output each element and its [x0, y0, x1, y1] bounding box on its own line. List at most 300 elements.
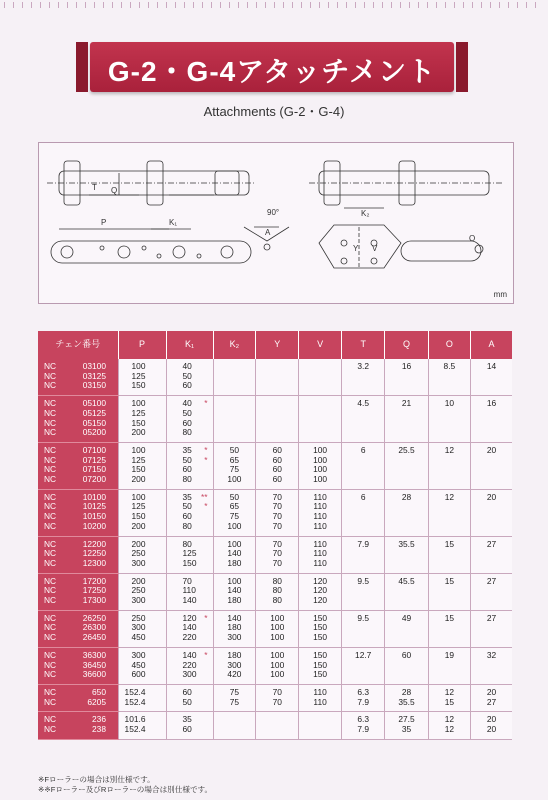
chain-prefix: NC: [44, 370, 57, 381]
chain-prefix: NC: [44, 454, 57, 465]
chain-number: 07200: [82, 474, 106, 485]
k2-cell: [213, 684, 256, 711]
spec-mark: *: [204, 612, 208, 623]
scale-tick: [157, 2, 158, 8]
chain-number: 236: [92, 714, 106, 725]
t-cell: [342, 396, 385, 443]
q-cell: [385, 442, 428, 489]
v-cell-value: 150: [313, 622, 328, 633]
chain-prefix: NC: [44, 474, 57, 485]
a-cell-value: 20: [486, 724, 497, 735]
table-row: [38, 610, 512, 647]
chain-prefix: NC: [44, 669, 57, 680]
t-cell-value: 7.9: [357, 538, 370, 549]
scale-tick: [337, 2, 338, 8]
k2-cell: [213, 610, 256, 647]
q-cell-value: 21: [401, 398, 412, 409]
a-cell: [471, 442, 512, 489]
scale-tick: [319, 2, 320, 8]
k2-cell-value: 140: [227, 612, 242, 623]
a-cell-value: 20: [486, 686, 497, 697]
k1-value: 35: [182, 444, 192, 455]
scale-tick: [427, 2, 428, 8]
o-cell-value: 15: [444, 696, 455, 707]
k1-value: 110: [182, 585, 196, 596]
chain-number-cell: [38, 647, 118, 684]
chain-prefix: NC: [44, 548, 57, 559]
chain-number: 07125: [82, 454, 106, 465]
table-row: [38, 573, 512, 610]
scale-tick: [103, 2, 104, 8]
chain-prefix: NC: [44, 585, 57, 596]
p-cell-value: 450: [131, 659, 146, 670]
t-cell: [342, 712, 385, 739]
k1-value: 150: [182, 557, 197, 568]
v-cell-value: 110: [313, 511, 327, 522]
q-cell: [385, 359, 428, 396]
scale-tick: [121, 2, 122, 8]
chain-prefix: NC: [44, 575, 57, 586]
o-cell: [428, 489, 470, 536]
p-cell-value: 152.4: [124, 696, 146, 707]
a-cell: [471, 647, 512, 684]
k1-value: 120: [182, 612, 197, 623]
chain-number: 26250: [82, 612, 106, 623]
scale-tick: [508, 2, 509, 8]
y-cell: [256, 610, 299, 647]
chain-number-cell: [38, 359, 118, 396]
o-cell: [428, 684, 470, 711]
chain-prefix: NC: [44, 612, 57, 623]
k1-value: 220: [182, 632, 197, 643]
y-cell-value: 70: [272, 557, 282, 568]
chain-number-cell: [38, 684, 118, 711]
y-cell-value: 70: [272, 548, 282, 559]
y-cell-value: 100: [270, 649, 285, 660]
k1-cell: [166, 610, 213, 647]
chain-number: 36600: [82, 669, 106, 680]
chain-number: 05200: [82, 427, 106, 438]
table-row: [38, 396, 512, 443]
scale-tick: [472, 2, 473, 8]
t-cell: [342, 684, 385, 711]
v-cell: [299, 359, 342, 396]
table-row: [38, 684, 512, 711]
chain-number: 03100: [82, 361, 106, 371]
col-t: T: [342, 331, 385, 359]
scale-tick: [256, 2, 257, 8]
o-cell: [428, 647, 470, 684]
t-cell-value: 9.5: [357, 575, 370, 586]
k1-value: 300: [182, 669, 197, 680]
q-cell: [385, 684, 428, 711]
label-a: A: [265, 228, 271, 237]
label-p: P: [101, 218, 107, 227]
k2-cell-value: 180: [227, 557, 242, 568]
chain-number: 07150: [82, 464, 106, 475]
q-cell-value: 27.5: [398, 714, 415, 725]
chain-number: 36300: [82, 649, 106, 660]
v-cell-value: 120: [313, 585, 328, 596]
top-scale-rule: [0, 0, 548, 8]
a-cell: [471, 573, 512, 610]
chain-prefix: NC: [44, 649, 57, 660]
scale-tick: [76, 2, 77, 8]
a-cell-value: 20: [486, 444, 497, 455]
y-cell-value: 60: [272, 474, 282, 485]
k1-value: 70: [182, 575, 192, 586]
k1-cell: [166, 536, 213, 573]
a-cell: [471, 712, 512, 739]
p-cell: [118, 610, 166, 647]
y-cell-value: 80: [272, 585, 282, 596]
chain-prefix: NC: [44, 464, 57, 475]
t-cell: [342, 442, 385, 489]
p-cell-value: 125: [131, 370, 146, 381]
k2-cell-value: 300: [227, 659, 242, 670]
label-angle: 90°: [267, 208, 280, 217]
a-cell-value: 20: [486, 714, 497, 725]
scale-tick: [499, 2, 500, 8]
chain-number: 03125: [82, 370, 106, 381]
title-banner: [90, 42, 454, 92]
label-k2: K₂: [361, 209, 370, 218]
scale-tick: [292, 2, 293, 8]
y-cell: [256, 712, 299, 739]
k2-cell-value: 100: [227, 520, 242, 531]
attachment-diagram: [38, 142, 514, 304]
v-cell: [299, 489, 342, 536]
a-cell: [471, 610, 512, 647]
q-cell-value: 60: [401, 649, 412, 660]
page-title: G-2・G-4アタッチメント: [107, 56, 437, 87]
scale-tick: [22, 2, 23, 8]
scale-tick: [31, 2, 32, 8]
scale-tick: [481, 2, 482, 8]
k2-cell: [213, 573, 256, 610]
a-cell-value: 27: [486, 696, 497, 707]
scale-tick: [193, 2, 194, 8]
v-cell-value: 120: [313, 575, 328, 586]
p-cell-value: 600: [131, 669, 146, 680]
chain-prefix: NC: [44, 427, 57, 438]
scale-tick: [328, 2, 329, 8]
col-o: O: [428, 331, 470, 359]
scale-tick: [517, 2, 518, 8]
k2-cell-value: 140: [227, 585, 242, 596]
p-cell-value: 150: [131, 380, 146, 391]
y-cell-value: 70: [272, 501, 282, 512]
o-cell-value: 12: [444, 491, 455, 502]
chain-number: 12200: [82, 538, 106, 549]
scale-tick: [283, 2, 284, 8]
k2-cell: [213, 396, 256, 443]
chain-number: 36450: [82, 659, 106, 670]
scale-tick: [400, 2, 401, 8]
p-cell-value: 200: [131, 575, 146, 586]
scale-tick: [85, 2, 86, 8]
a-cell-value: 27: [486, 538, 497, 549]
k1-value: 50: [182, 370, 192, 381]
y-cell-value: 70: [272, 491, 282, 502]
t-cell-value: 7.9: [357, 724, 370, 735]
p-cell: [118, 573, 166, 610]
chain-prefix: NC: [44, 380, 57, 391]
y-cell-value: 80: [272, 575, 282, 586]
chain-number: 10125: [82, 501, 106, 512]
p-cell: [118, 396, 166, 443]
label-k1: K₁: [169, 218, 178, 227]
chain-number: 10150: [82, 511, 106, 522]
v-cell-value: 150: [313, 612, 328, 623]
v-cell-value: 110: [313, 491, 327, 502]
v-cell: [299, 442, 342, 489]
chain-number-cell: [38, 396, 118, 443]
k2-cell-value: 65: [229, 454, 240, 465]
k1-cell: [166, 442, 213, 489]
scale-tick: [211, 2, 212, 8]
scale-tick: [94, 2, 95, 8]
chain-prefix: NC: [44, 361, 57, 371]
p-cell: [118, 536, 166, 573]
scale-tick: [13, 2, 14, 8]
v-cell: [299, 647, 342, 684]
q-cell-value: 35.5: [398, 696, 415, 707]
p-cell-value: 250: [131, 548, 146, 559]
t-cell-value: 4.5: [357, 398, 370, 409]
v-cell-value: 100: [313, 474, 328, 485]
k1-value: 60: [182, 380, 192, 391]
scale-tick: [166, 2, 167, 8]
k2-cell: [213, 359, 256, 396]
chain-prefix: NC: [44, 724, 57, 735]
chain-number: 650: [92, 686, 106, 697]
k1-value: 80: [182, 474, 192, 485]
t-cell: [342, 610, 385, 647]
a-cell: [471, 684, 512, 711]
scale-tick: [409, 2, 410, 8]
y-cell-value: 70: [272, 686, 282, 697]
k2-cell-value: 75: [229, 686, 240, 697]
k1-cell: [166, 647, 213, 684]
chain-prefix: NC: [44, 557, 57, 568]
k1-value: 80: [182, 427, 192, 438]
k2-cell-value: 75: [229, 464, 240, 475]
k1-cell: [166, 396, 213, 443]
q-cell: [385, 610, 428, 647]
k1-value: 50: [182, 696, 192, 707]
col-v: V: [299, 331, 342, 359]
v-cell-value: 110: [313, 557, 327, 568]
k2-cell-value: 65: [229, 501, 240, 512]
spec-mark: *: [204, 649, 208, 660]
chain-prefix: NC: [44, 491, 57, 502]
scale-tick: [490, 2, 491, 8]
v-cell-value: 150: [313, 649, 328, 660]
k2-cell: [213, 712, 256, 739]
v-cell-value: 110: [313, 501, 327, 512]
v-cell-value: 110: [313, 696, 327, 707]
table-row: [38, 712, 512, 739]
scale-tick: [454, 2, 455, 8]
p-cell-value: 125: [131, 407, 146, 418]
q-cell-value: 28: [401, 686, 412, 697]
header-row: [38, 331, 512, 359]
chain-number: 03150: [82, 380, 106, 391]
chain-number-cell: [38, 712, 118, 739]
t-cell-value: 6.3: [357, 686, 370, 697]
o-cell-value: 12: [444, 714, 455, 725]
q-cell: [385, 396, 428, 443]
y-cell-value: 100: [270, 632, 285, 643]
t-cell-value: 12.7: [355, 649, 372, 660]
k1-cell: [166, 359, 213, 396]
y-cell-value: 60: [272, 454, 282, 465]
p-cell-value: 100: [131, 361, 146, 371]
scale-tick: [139, 2, 140, 8]
p-cell: [118, 489, 166, 536]
table-row: [38, 536, 512, 573]
p-cell-value: 200: [131, 538, 146, 549]
scale-tick: [346, 2, 347, 8]
y-cell: [256, 684, 299, 711]
q-cell-value: 45.5: [398, 575, 415, 586]
chain-number-cell: [38, 536, 118, 573]
k2-cell-value: 180: [227, 649, 242, 660]
y-cell-value: 80: [272, 595, 282, 606]
k2-cell-value: 180: [227, 595, 242, 606]
o-cell-value: 12: [444, 686, 455, 697]
v-cell-value: 100: [313, 444, 328, 455]
y-cell-value: 70: [272, 696, 282, 707]
o-cell-value: 15: [444, 538, 455, 549]
v-cell: [299, 712, 342, 739]
q-cell: [385, 647, 428, 684]
k2-cell: [213, 442, 256, 489]
chain-prefix: NC: [44, 538, 57, 549]
scale-tick: [220, 2, 221, 8]
a-cell-value: 14: [486, 361, 497, 371]
y-cell: [256, 396, 299, 443]
v-cell: [299, 573, 342, 610]
spec-mark: *: [204, 398, 208, 409]
o-cell: [428, 610, 470, 647]
col-y: Y: [256, 331, 299, 359]
chain-number: 6205: [87, 696, 106, 707]
o-cell: [428, 573, 470, 610]
chain-prefix: NC: [44, 398, 57, 409]
a-cell-value: 32: [486, 649, 497, 660]
chain-prefix: NC: [44, 407, 57, 418]
o-cell-value: 12: [444, 444, 455, 455]
v-cell-value: 110: [313, 538, 327, 549]
k2-cell-value: 420: [227, 669, 242, 680]
o-cell: [428, 442, 470, 489]
y-cell-value: 60: [272, 464, 282, 475]
scale-tick: [391, 2, 392, 8]
k1-value: 50: [182, 454, 192, 465]
k1-value: 35: [182, 491, 192, 502]
scale-tick: [238, 2, 239, 8]
t-cell-value: 6: [360, 444, 366, 455]
scale-tick: [247, 2, 248, 8]
v-cell-value: 100: [313, 464, 328, 475]
chain-number: 10100: [82, 491, 106, 502]
chain-prefix: NC: [44, 417, 57, 428]
a-cell: [471, 489, 512, 536]
k1-value: 40: [182, 361, 192, 371]
t-cell-value: 6.3: [357, 714, 370, 725]
t-cell-value: 9.5: [357, 612, 370, 623]
v-cell-value: 100: [313, 454, 328, 465]
p-cell-value: 200: [131, 520, 146, 531]
label-o: O: [469, 234, 476, 243]
y-cell-value: 100: [270, 669, 285, 680]
k1-value: 220: [182, 659, 197, 670]
k2-cell-value: 100: [227, 474, 242, 485]
scale-tick: [310, 2, 311, 8]
y-cell-value: 100: [270, 622, 285, 633]
col-a: A: [471, 331, 512, 359]
label-t: T: [92, 183, 97, 192]
col-k1: K₁: [166, 331, 213, 359]
scale-tick: [58, 2, 59, 8]
k1-value: 40: [182, 398, 192, 409]
chain-number: 07100: [82, 444, 106, 455]
o-cell: [428, 536, 470, 573]
footnotes: [38, 775, 212, 795]
chain-number: 26300: [82, 622, 106, 633]
chain-prefix: NC: [44, 659, 57, 670]
y-cell-value: 70: [272, 538, 282, 549]
p-cell-value: 101.6: [124, 714, 146, 725]
q-cell-value: 16: [401, 361, 412, 371]
table-row: [38, 442, 512, 489]
k2-cell-value: 300: [227, 632, 242, 643]
chain-number: 05150: [82, 417, 106, 428]
scale-tick: [49, 2, 50, 8]
a-cell: [471, 359, 512, 396]
chain-prefix: NC: [44, 520, 57, 531]
k2-cell-value: 50: [229, 491, 240, 502]
chain-number-cell: [38, 442, 118, 489]
scale-tick: [4, 2, 5, 8]
col-p: P: [118, 331, 166, 359]
chain-number: 238: [92, 724, 106, 735]
o-cell-value: 15: [444, 612, 455, 623]
scale-tick: [526, 2, 527, 8]
p-cell-value: 300: [131, 595, 146, 606]
banner-tab-right: [456, 42, 468, 92]
p-cell-value: 250: [131, 585, 146, 596]
y-cell-value: 70: [272, 520, 282, 531]
scale-tick: [274, 2, 275, 8]
p-cell-value: 125: [131, 454, 146, 465]
p-cell-value: 100: [131, 491, 146, 502]
y-cell-value: 100: [270, 612, 285, 623]
k2-cell: [213, 647, 256, 684]
chain-prefix: NC: [44, 696, 57, 707]
p-cell-value: 200: [131, 427, 146, 438]
footnote-1: ※Fローラーの場合は別仕様です。: [38, 775, 155, 784]
t-cell-value: 3.2: [357, 361, 370, 371]
table-row: [38, 489, 512, 536]
v-cell-value: 110: [313, 548, 327, 559]
q-cell: [385, 712, 428, 739]
v-cell-value: 110: [313, 686, 327, 697]
label-y: Y: [353, 244, 359, 253]
spec-mark: *: [204, 501, 208, 512]
